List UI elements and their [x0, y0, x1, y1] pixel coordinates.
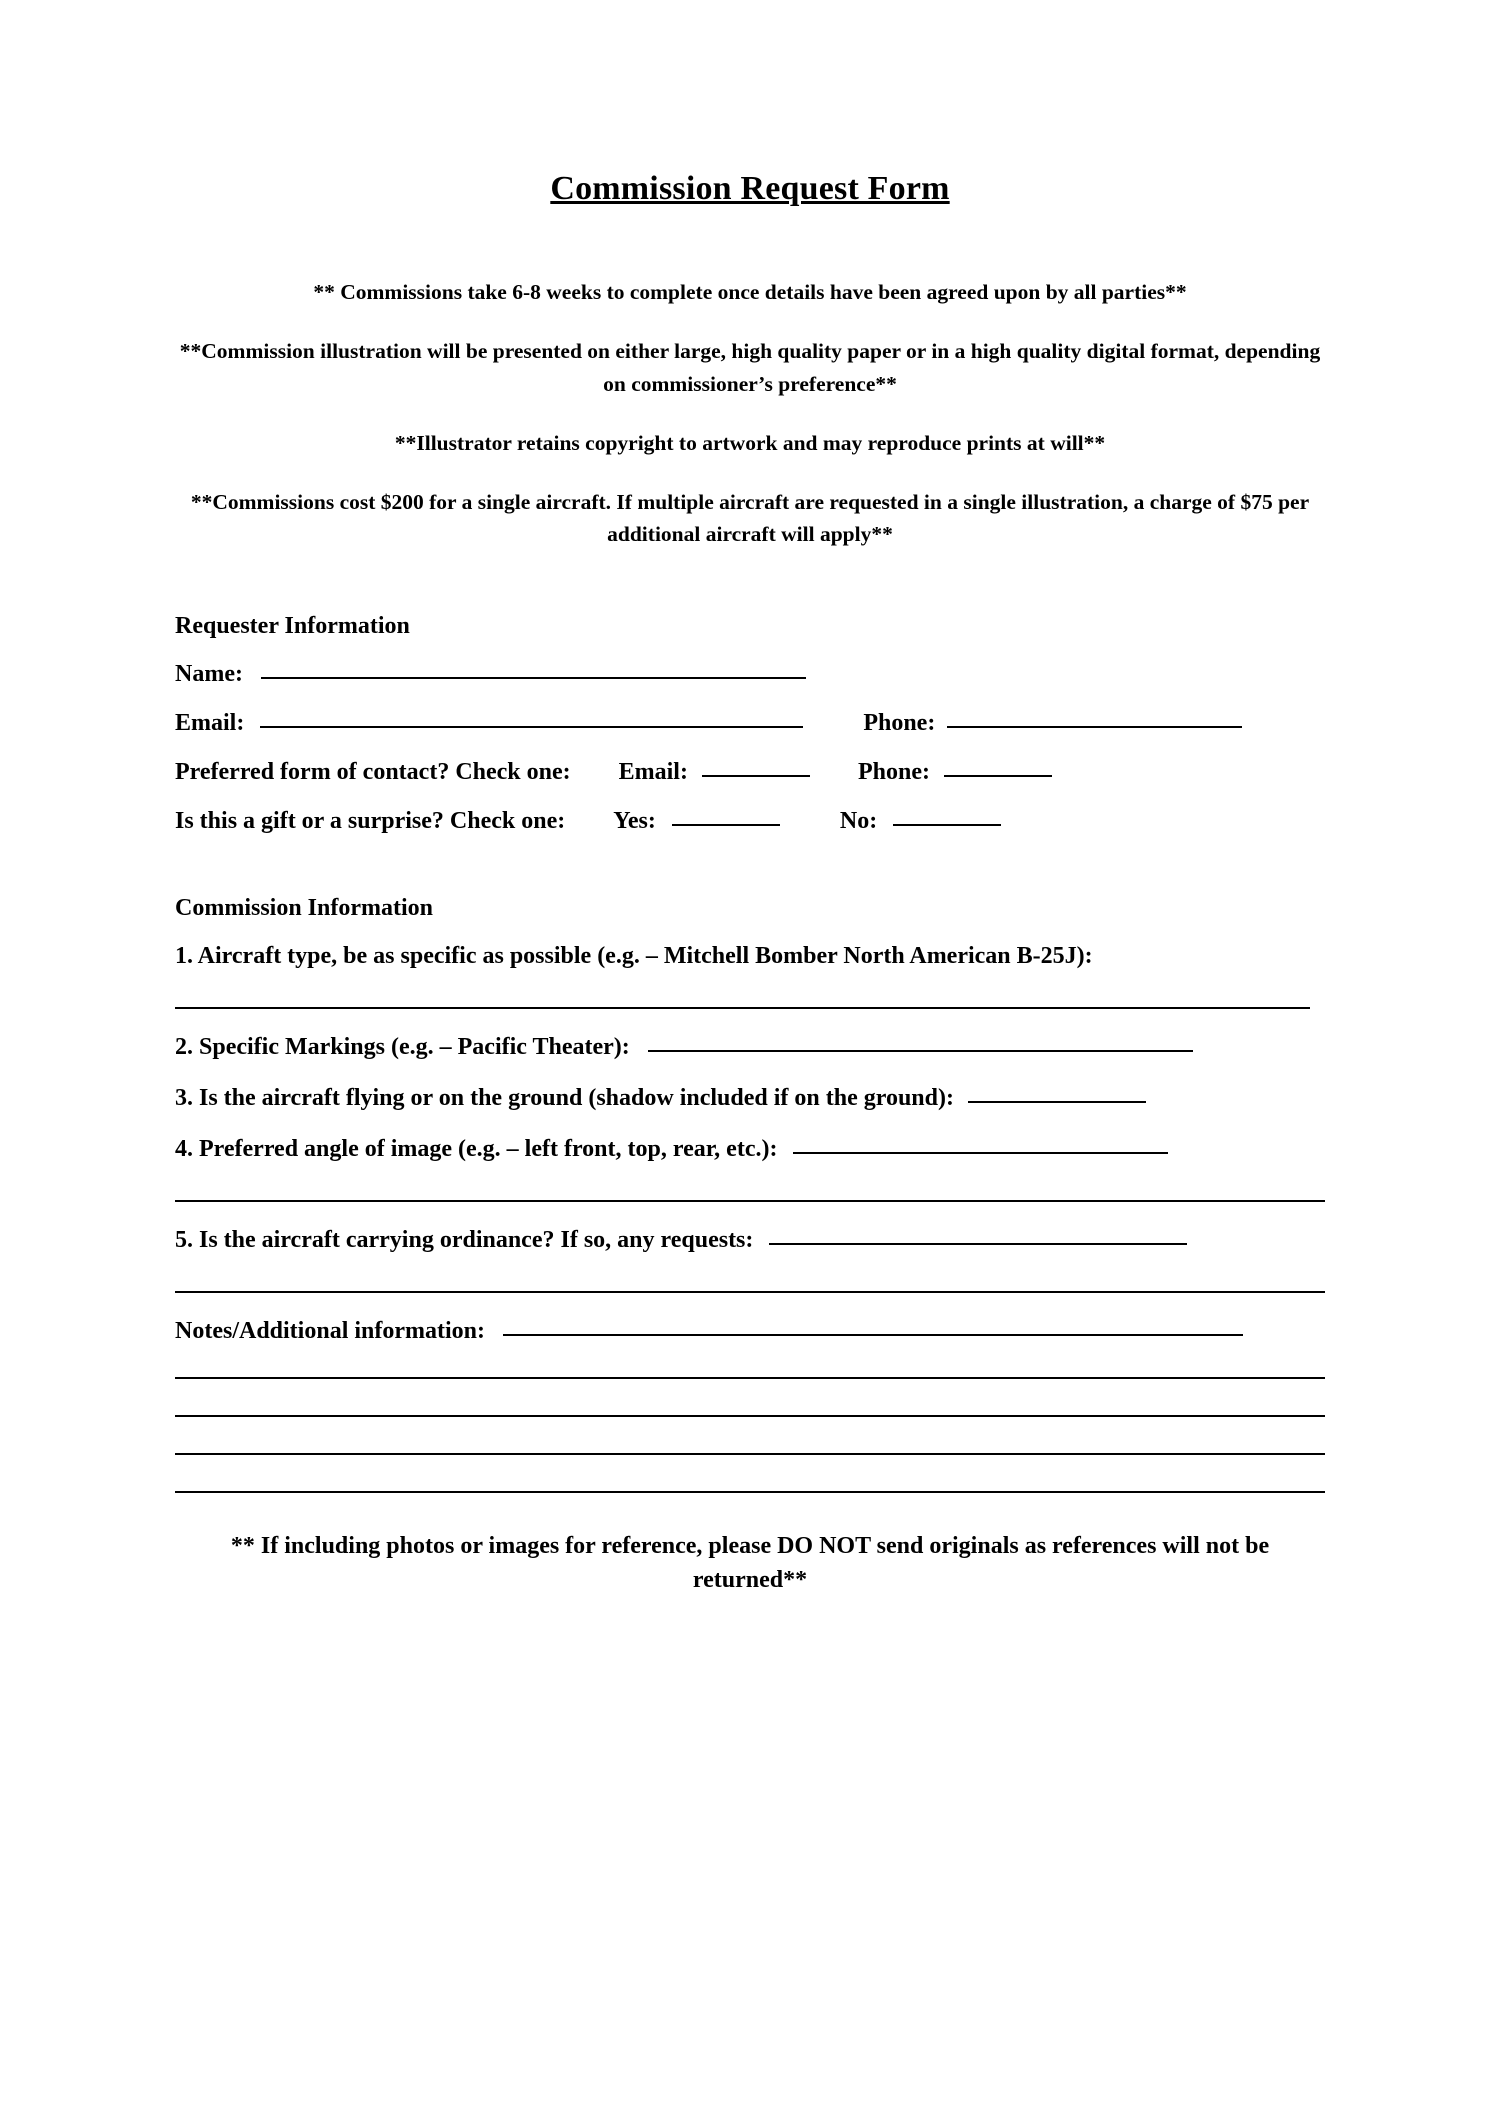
- notes-line-3[interactable]: [175, 1415, 1325, 1417]
- notice-pricing: **Commissions cost $200 for a single aircraft. If multiple aircraft are requested in a single illustration, a charge of $75 per additional aircraft will apply**: [190, 490, 1310, 547]
- question-3-label: 3. Is the aircraft flying or on the ground (shadow included if on the ground):: [175, 1084, 954, 1111]
- contact-option-email-checkbox[interactable]: [702, 775, 810, 777]
- question-2-input[interactable]: [648, 1050, 1193, 1052]
- name-label: Name:: [175, 660, 243, 687]
- notes-line-4[interactable]: [175, 1453, 1325, 1455]
- gift-surprise-label: Is this a gift or a surprise? Check one:: [175, 807, 566, 834]
- contact-option-phone-label: Phone:: [857, 758, 930, 785]
- question-5-input-line-2[interactable]: [175, 1291, 1325, 1293]
- email-label: Email:: [175, 709, 245, 736]
- question-2-row: [175, 1035, 1325, 1060]
- notes-row: [175, 1319, 1325, 1344]
- footer-note: ** If including photos or images for reference, please DO NOT send originals as references will not be returned**: [230, 1532, 1270, 1594]
- notes-label: Notes/Additional information:: [175, 1318, 486, 1345]
- name-input[interactable]: [261, 677, 806, 679]
- email-phone-field-row: [175, 711, 1325, 735]
- notes-extra-lines: [175, 1377, 1325, 1493]
- gift-option-yes-label: Yes:: [613, 807, 656, 834]
- question-1-block: [175, 944, 1325, 1009]
- notes-line-2[interactable]: [175, 1377, 1325, 1379]
- contact-option-phone-checkbox[interactable]: [944, 775, 1052, 777]
- question-1-input[interactable]: [175, 1007, 1310, 1009]
- question-5-row: [175, 1228, 1325, 1253]
- gift-option-no-label: No:: [839, 807, 878, 834]
- contact-preference-label: Preferred form of contact? Check one:: [175, 758, 571, 785]
- email-input[interactable]: [260, 726, 803, 728]
- question-1-label: 1. Aircraft type, be as specific as possible (e.g. – Mitchell Bomber North American B-25J):: [175, 942, 1093, 969]
- contact-preference-row: [175, 760, 1325, 784]
- notice-copyright: **Illustrator retains copyright to artwork and may reproduce prints at will**: [394, 430, 1106, 455]
- question-3-row: [175, 1086, 1325, 1111]
- question-5-label: 5. Is the aircraft carrying ordinance? If so, any requests:: [175, 1227, 754, 1254]
- question-5-input[interactable]: [769, 1243, 1187, 1245]
- notice-turnaround: ** Commissions take 6-8 weeks to complete once details have been agreed upon by all parties**: [313, 280, 1187, 304]
- requester-information-heading: Requester Information: [175, 612, 410, 639]
- gift-option-no-checkbox[interactable]: [893, 824, 1001, 826]
- page-title: Commission Request Form: [550, 170, 950, 207]
- contact-option-email-label: Email:: [618, 758, 688, 785]
- phone-input[interactable]: [947, 726, 1242, 728]
- document-page: [0, 170, 1500, 2111]
- notes-line-5[interactable]: [175, 1491, 1325, 1493]
- question-3-input[interactable]: [968, 1101, 1146, 1103]
- question-2-label: 2. Specific Markings (e.g. – Pacific Theater):: [175, 1033, 630, 1060]
- name-field-row: [175, 662, 1325, 686]
- question-4-input[interactable]: [793, 1152, 1168, 1154]
- question-2-block: [175, 1035, 1325, 1060]
- question-4-block: [175, 1137, 1325, 1202]
- question-5-block: [175, 1228, 1325, 1293]
- gift-option-yes-checkbox[interactable]: [672, 824, 780, 826]
- commission-information-heading: Commission Information: [175, 894, 434, 921]
- notices-block: [175, 276, 1325, 551]
- question-4-input-line-2[interactable]: [175, 1200, 1325, 1202]
- question-4-label: 4. Preferred angle of image (e.g. – left front, top, rear, etc.):: [175, 1136, 778, 1163]
- gift-surprise-row: [175, 809, 1325, 833]
- question-3-block: [175, 1086, 1325, 1111]
- phone-label: Phone:: [863, 709, 936, 736]
- notes-block: [175, 1319, 1325, 1492]
- question-4-row: [175, 1137, 1325, 1162]
- notice-presentation: **Commission illustration will be presented on either large, high quality paper or in a high quality digital format, depending on commissioner’s preference**: [179, 339, 1321, 396]
- notes-input[interactable]: [503, 1334, 1243, 1336]
